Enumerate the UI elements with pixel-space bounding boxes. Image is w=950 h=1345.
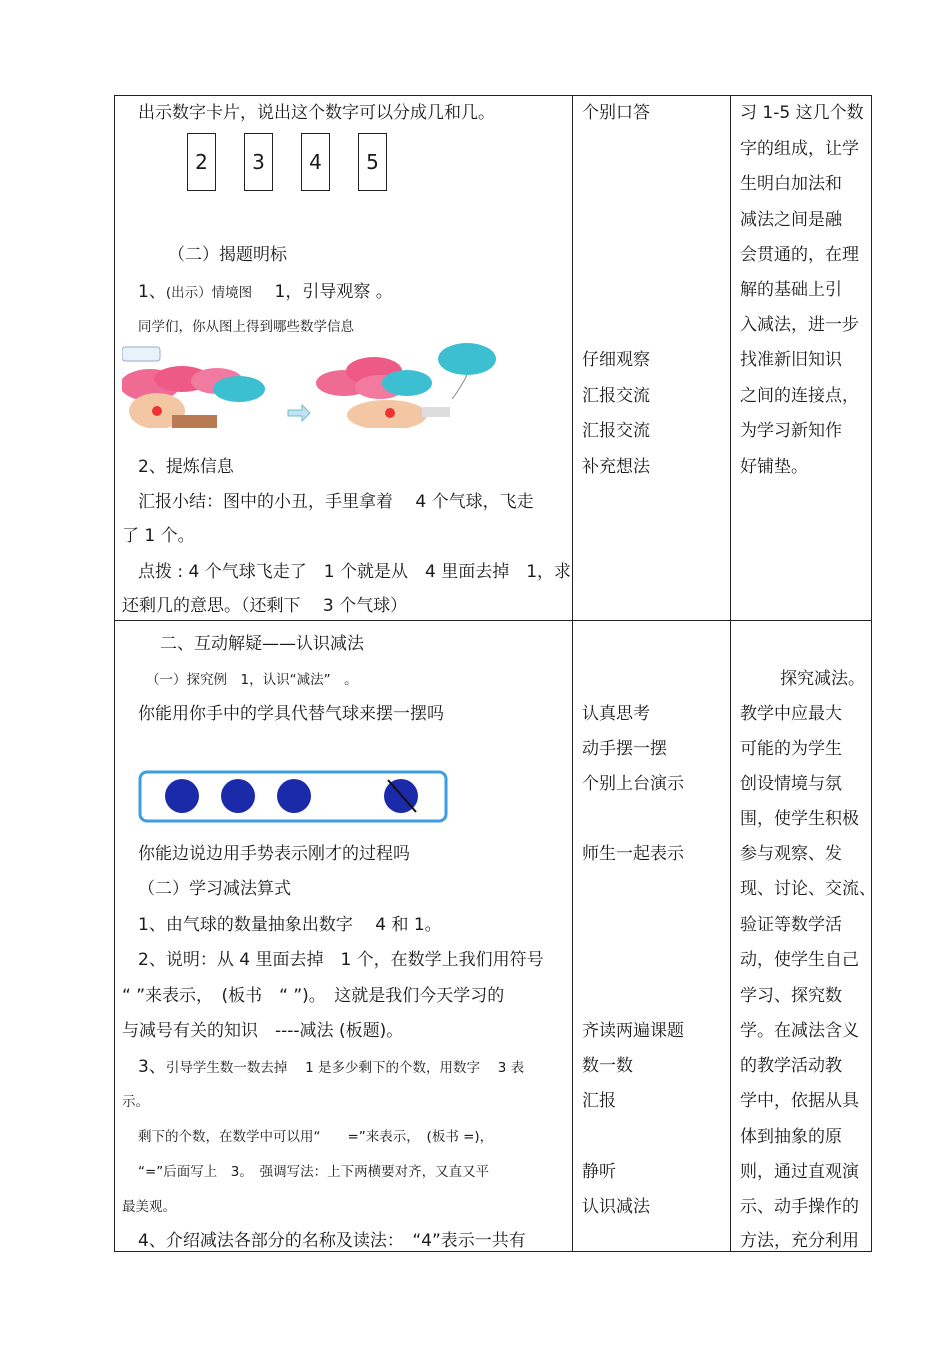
design-intent: 学中，依据从具 (740, 1091, 859, 1111)
item-1-number: 1、 (138, 282, 166, 302)
point-1: 1、由气球的数量抽象出数字 4 和 1。 (138, 915, 442, 935)
design-intent: 动，使学生自己 (740, 950, 859, 970)
design-intent: 现、讨论、交流、 (740, 879, 876, 899)
point-4: 4、介绍减法各部分的名称及读法： “4”表示一共有 (138, 1231, 526, 1251)
hint-line-2: 还剩几的意思。（还剩下 3 个气球） (122, 596, 408, 616)
table-right-border (871, 95, 872, 1252)
design-intent: 会贯通的，在理 (740, 245, 859, 265)
point-3-text: 引导学生数一数去掉 1 是多少剩下的个数，用数字 3 表 (165, 1060, 525, 1076)
point-3-line-3: 剩下的个数，在数学中可以用“ =”来表示， (板书 =)， (138, 1129, 494, 1145)
example-heading: （一）探究例 1，认识“减法” 。 (146, 672, 358, 688)
design-intent: 验证等数学活 (740, 915, 842, 935)
hint-line-1: 点拨 : 4 个气球飞走了 1 个就是从 4 里面去掉 1，求 (138, 562, 572, 582)
student-activity: 静听 (582, 1162, 616, 1182)
design-intent: 的教学活动教 (740, 1056, 842, 1076)
student-activity: 汇报交流 (582, 421, 650, 441)
design-intent: 则，通过直观演 (740, 1162, 859, 1182)
design-intent: 好铺垫。 (740, 457, 808, 477)
number-card: 3 (244, 133, 273, 191)
design-intent: 围，使学生积极 (740, 809, 859, 829)
design-intent: 创设情境与氛 (740, 774, 842, 794)
design-intent: 参与观察、发 (740, 844, 842, 864)
design-intent: 体到抽象的原 (740, 1127, 842, 1147)
design-intent: 可能的为学生 (740, 739, 842, 759)
section-title: 二、互动解疑——认识减法 (160, 634, 364, 654)
number-card: 5 (358, 133, 387, 191)
student-activity: 汇报交流 (582, 386, 650, 406)
section-heading: （二）揭题明标 (168, 245, 287, 265)
design-intent: 为学习新知作 (740, 421, 842, 441)
counter-tray (138, 770, 448, 823)
card-instruction: 出示数字卡片，说出这个数字可以分成几和几。 (138, 103, 495, 123)
design-intent: 学习、探究数 (740, 986, 842, 1006)
design-intent: 示、动手操作的 (740, 1197, 859, 1217)
design-intent: 字的组成，让学 (740, 139, 859, 159)
question-text: 同学们，你从图上得到哪些数学信息 (138, 319, 354, 335)
student-activity: 认识减法 (582, 1197, 650, 1217)
design-intent: 之间的连接点， (740, 386, 859, 406)
ask-arrange: 你能用你手中的学具代替气球来摆一摆吗 (138, 704, 444, 724)
point-3-line-2: 示。 (122, 1094, 149, 1110)
summary-line-1: 汇报小结：图中的小丑，手里拿着 4 个气球，飞走 (138, 492, 534, 512)
point-3-number: 3、 (138, 1057, 166, 1077)
row-divider (114, 620, 872, 621)
clown-balloon-picture (122, 341, 500, 428)
design-intent: 探究减法。 (780, 669, 865, 689)
design-intent: 减法之间是融 (740, 210, 842, 230)
item-1-text: 1，引导观察 。 (274, 282, 393, 302)
table-top-border (114, 95, 872, 96)
item-1 (138, 281, 393, 304)
item-2: 2、提炼信息 (138, 457, 234, 477)
design-intent: 入减法，进一步 (740, 315, 859, 335)
student-activity: 汇报 (582, 1091, 616, 1111)
design-intent: 方法，充分利用 (740, 1231, 859, 1251)
student-activity: 认真思考 (582, 704, 650, 724)
student-activity: 动手摆一摆 (582, 739, 667, 759)
column-divider-1 (572, 95, 573, 1252)
column-divider-2 (730, 95, 731, 1252)
point-3-line-5: 最美观。 (122, 1199, 176, 1215)
student-activity: 个别口答 (582, 103, 650, 123)
point-2-line-2: “ ”来表示， (板书 “ ”)。 这就是我们今天学习的 (122, 986, 505, 1006)
design-intent: 解的基础上引 (740, 280, 842, 300)
design-intent: 学。在减法含义 (740, 1021, 859, 1041)
number-card: 2 (187, 133, 216, 191)
summary-line-2: 了 1 个。 (122, 526, 195, 546)
point-3-line-4: “=”后面写上 3。 强调写法：上下两横要对齐，又直又平 (138, 1164, 490, 1180)
subtraction-heading: （二）学习减法算式 (138, 879, 291, 899)
point-2-line-1: 2、说明：从 4 里面去掉 1 个，在数学上我们用符号 (138, 950, 544, 970)
design-intent: 生明白加法和 (740, 174, 842, 194)
ask-gesture: 你能边说边用手势表示刚才的过程吗 (138, 844, 410, 864)
student-activity: 补充想法 (582, 457, 650, 477)
design-intent: 找准新旧知识 (740, 350, 842, 370)
point-3-line-1 (138, 1056, 524, 1079)
student-activity: 师生一起表示 (582, 844, 684, 864)
design-intent: 习 1-5 这几个数 (740, 103, 864, 123)
item-1-label: (出示）情境图 (165, 285, 253, 301)
table-left-border (114, 95, 115, 1252)
student-activity: 齐读两遍课题 (582, 1021, 684, 1041)
student-activity: 数一数 (582, 1056, 633, 1076)
student-activity: 个别上台演示 (582, 774, 684, 794)
student-activity: 仔细观察 (582, 350, 650, 370)
point-2-line-3: 与减号有关的知识 ----减法 (板题)。 (122, 1021, 404, 1041)
number-card: 4 (301, 133, 330, 191)
design-intent: 教学中应最大 (740, 704, 842, 724)
